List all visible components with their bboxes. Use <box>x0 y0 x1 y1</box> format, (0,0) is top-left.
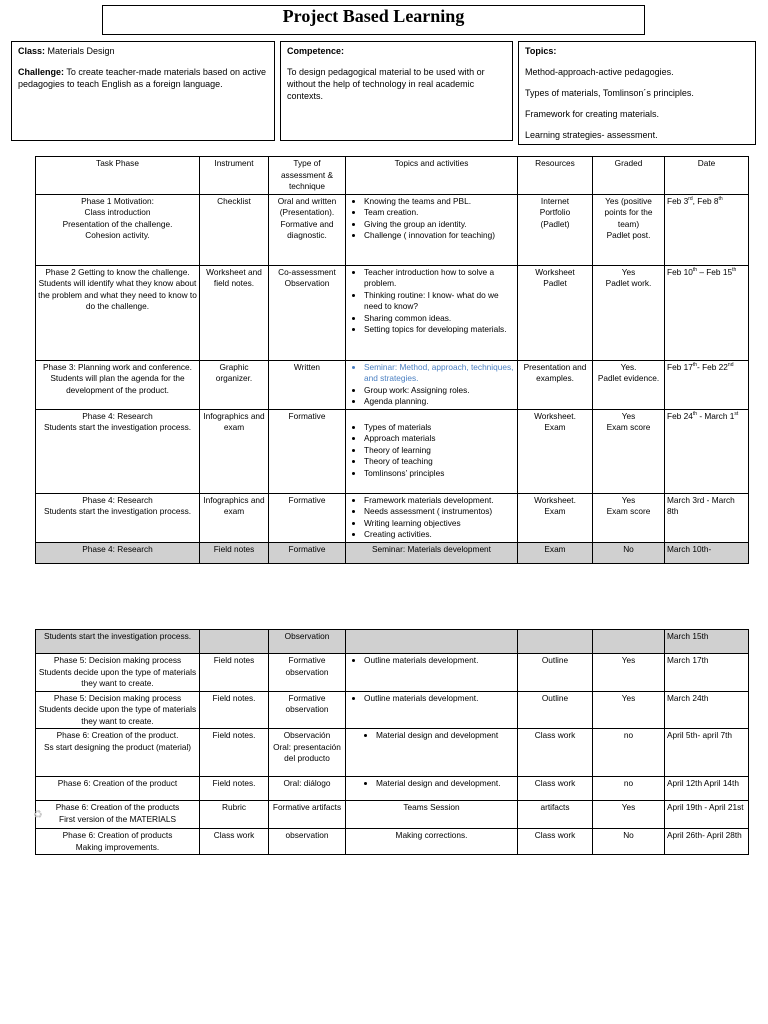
topic-text: Teams Session <box>403 802 460 812</box>
graded-text: Yes. <box>620 361 637 372</box>
assessment-type-cell <box>269 409 346 493</box>
instrument-cell <box>200 194 269 265</box>
topic-bullet: • Creating activities. <box>364 529 515 541</box>
t1-row <box>36 542 749 563</box>
plan-table-1 <box>35 156 749 564</box>
instrument-cell <box>200 691 269 729</box>
page-title: Project Based Learning <box>102 5 645 35</box>
instrument-text: Infographics and exam <box>203 494 265 516</box>
date-text: April 12th April 14th <box>667 778 739 788</box>
competence-label: Competence: <box>287 46 345 56</box>
topics-activities-cell <box>346 777 518 801</box>
phase-text: Phase 3: Planning work and conference. <box>43 361 192 372</box>
instrument-text: Class work <box>213 830 255 840</box>
resource-text: Worksheet. <box>534 494 576 505</box>
assessment-text: Observation <box>284 631 330 641</box>
topic-bullet: • Team creation. <box>364 207 515 219</box>
t1-row <box>36 265 749 360</box>
graded-cell <box>593 691 665 729</box>
topic-item: Learning strategies- assessment. <box>525 130 658 140</box>
competence-value: To design pedagogical material to be used with or without the help of technology in real academic contexts. <box>287 67 485 101</box>
challenge-label: Challenge: <box>18 67 65 77</box>
topics-activities-cell <box>346 409 518 493</box>
topics-label: Topics: <box>525 46 557 56</box>
graded-cell <box>593 630 665 654</box>
resource-text: Worksheet <box>535 266 575 277</box>
topics-activities-cell <box>346 729 518 777</box>
topic-bullet: • Knowing the teams and PBL. <box>364 196 515 208</box>
task-phase-cell <box>36 729 200 777</box>
graded-cell <box>593 194 665 265</box>
graded-text: Yes (positive points for the team) <box>604 195 653 229</box>
resources-cell <box>518 777 593 801</box>
topic-bullet: • Agenda planning. <box>364 396 515 408</box>
t2-row <box>36 691 749 729</box>
instrument-text: Field notes. <box>212 730 256 740</box>
instrument-cell <box>200 493 269 542</box>
resource-text: (Padlet) <box>540 218 570 229</box>
instrument-cell <box>200 777 269 801</box>
date-cell <box>665 194 749 265</box>
topic-bullet: • Material design and development. <box>376 778 515 790</box>
topic-bullet: • Framework materials development. <box>364 495 515 507</box>
assessment-type-cell <box>269 729 346 777</box>
topics-box <box>518 41 756 145</box>
column-header: Type of assessment & technique <box>269 157 346 195</box>
column-header: Graded <box>593 157 665 195</box>
t1-row <box>36 194 749 265</box>
graded-text: No <box>623 543 634 554</box>
graded-text: Exam score <box>606 506 651 516</box>
topic-item: Framework for creating materials. <box>525 109 660 119</box>
task-phase-cell <box>36 654 200 692</box>
resources-cell <box>518 409 593 493</box>
topic-bullets <box>348 196 515 242</box>
date-text: March 24th <box>667 692 709 703</box>
topic-bullet: • Group work: Assigning roles. <box>364 385 515 397</box>
graded-text: no <box>623 730 634 740</box>
column-header: Instrument <box>200 157 269 195</box>
phase-text: Ss start designing the product (material) <box>43 741 192 752</box>
phase-text: Students decide upon the type of materials they want to create. <box>38 704 197 726</box>
assessment-text: Formative observation <box>285 692 329 714</box>
phase-text: First version of the MATERIALS <box>59 813 176 824</box>
topic-bullet: • Theory of teaching <box>364 456 515 468</box>
phase-text: Students start the investigation process. <box>43 422 192 432</box>
date-text: March 17th <box>667 655 709 665</box>
date-cell <box>665 542 749 563</box>
instrument-text: Field notes <box>213 543 255 554</box>
t2-row <box>36 729 749 777</box>
resource-text: Exam <box>544 543 566 554</box>
topic-bullet: • Needs assessment ( instrumentos) <box>364 506 515 518</box>
task-phase-cell <box>36 542 200 563</box>
resources-cell <box>518 729 593 777</box>
date-cell <box>665 409 749 493</box>
date-cell <box>665 691 749 729</box>
assessment-text: Observation <box>284 278 330 288</box>
task-phase-cell <box>36 194 200 265</box>
class-value: Materials Design <box>47 46 115 56</box>
phase-text: Cohesion activity. <box>85 230 150 240</box>
assessment-text: Co-assessment <box>278 266 336 277</box>
graded-text: Yes <box>621 692 636 703</box>
graded-text: Yes <box>621 266 636 277</box>
topics-list <box>525 66 749 141</box>
graded-cell <box>593 542 665 563</box>
instrument-text: Rubric <box>222 802 246 812</box>
assessment-text: Observación <box>283 730 331 740</box>
challenge-value: To create teacher-made materials based on active pedagogies to teach English as a foreign language. <box>18 67 266 89</box>
instrument-text: Checklist <box>217 195 251 206</box>
task-phase-cell <box>36 360 200 409</box>
instrument-text: Infographics and exam <box>203 410 265 432</box>
assessment-type-cell <box>269 630 346 654</box>
resources-cell <box>518 630 593 654</box>
date-cell <box>665 777 749 801</box>
date-cell <box>665 493 749 542</box>
instrument-text: Worksheet and field notes. <box>206 266 262 288</box>
assessment-text: Oral and written (Presentation). <box>277 195 337 217</box>
resources-cell <box>518 265 593 360</box>
topics-activities-cell <box>346 630 518 654</box>
graded-text: Yes <box>621 410 636 421</box>
topics-activities-cell <box>346 654 518 692</box>
phase-text: Phase 2 Getting to know the challenge. <box>45 266 190 277</box>
plan-table-2 <box>35 629 749 855</box>
topic-text: Seminar: Materials development <box>372 543 491 554</box>
assessment-text: Formative observation <box>285 655 329 677</box>
resources-cell <box>518 360 593 409</box>
date-cell <box>665 801 749 829</box>
graded-cell <box>593 493 665 542</box>
date-text: Feb 3rd, Feb 8th <box>667 195 723 206</box>
resource-text: Class work <box>534 730 576 740</box>
resource-text: Padlet <box>543 278 567 288</box>
topics-activities-cell <box>346 542 518 563</box>
resource-text: Outline <box>541 655 569 665</box>
task-phase-cell <box>36 265 200 360</box>
resource-text: artifacts <box>540 802 570 812</box>
graded-cell <box>593 265 665 360</box>
assessment-text: Oral: diálogo <box>283 778 331 788</box>
assessment-type-cell <box>269 654 346 692</box>
resources-cell <box>518 194 593 265</box>
topics-activities-cell <box>346 194 518 265</box>
phase-text: Phase 4: Research <box>82 494 153 505</box>
t1-row <box>36 360 749 409</box>
phase-text: Phase 5: Decision making process <box>53 692 182 703</box>
task-phase-cell <box>36 493 200 542</box>
task-phase-cell <box>36 777 200 801</box>
assessment-text: Oral: presentación del producto <box>273 741 341 763</box>
task-phase-cell <box>36 409 200 493</box>
graded-cell <box>593 654 665 692</box>
instrument-cell <box>200 542 269 563</box>
date-cell <box>665 829 749 855</box>
graded-text: Padlet evidence. <box>597 373 660 383</box>
date-text: Feb 17th- Feb 22nd <box>667 361 734 372</box>
topic-bullets <box>348 778 515 790</box>
instrument-cell <box>200 654 269 692</box>
resource-text: Internet <box>540 195 570 206</box>
date-cell <box>665 729 749 777</box>
topic-bullet: • Types of materials <box>364 422 515 434</box>
topic-bullet: • Approach materials <box>364 433 515 445</box>
assessment-type-cell <box>269 829 346 855</box>
resources-cell <box>518 542 593 563</box>
date-cell <box>665 265 749 360</box>
phase-text: Phase 6: Creation of the products <box>55 802 180 812</box>
phase-text: Presentation of the challenge. <box>62 218 173 229</box>
assessment-type-cell <box>269 493 346 542</box>
resource-text: Worksheet. <box>534 410 576 421</box>
instrument-cell <box>200 360 269 409</box>
phase-text: Phase 4: Research <box>82 543 153 554</box>
topics-activities-cell <box>346 265 518 360</box>
t2-row <box>36 777 749 801</box>
phase-text: Phase 6: Creation of the product. <box>56 730 179 740</box>
topic-text: Making corrections. <box>395 830 468 840</box>
instrument-cell <box>200 801 269 829</box>
assessment-type-cell <box>269 801 346 829</box>
date-text: March 15th <box>667 631 709 641</box>
column-header: Topics and activities <box>346 157 518 195</box>
instrument-cell <box>200 729 269 777</box>
topic-bullets <box>348 422 515 480</box>
resource-text: Class work <box>534 830 576 840</box>
assessment-text: Formative <box>288 494 326 505</box>
column-header: Date <box>665 157 749 195</box>
date-text: March 3rd - March 8th <box>667 494 735 516</box>
assessment-text: Formative and diagnostic. <box>280 218 334 240</box>
topic-bullet: • Material design and development <box>376 730 515 742</box>
topics-activities-cell <box>346 691 518 729</box>
phase-text: Phase 5: Decision making process <box>53 655 182 665</box>
assessment-type-cell <box>269 777 346 801</box>
date-text: April 5th- april 7th <box>667 730 733 740</box>
assessment-type-cell <box>269 691 346 729</box>
resources-cell <box>518 493 593 542</box>
topic-bullets <box>348 267 515 336</box>
resource-text: Exam <box>544 422 566 432</box>
task-phase-cell <box>36 630 200 654</box>
instrument-cell <box>200 409 269 493</box>
topic-bullet: • Teacher introduction how to solve a problem. <box>364 267 515 290</box>
phase-text: Class introduction <box>84 207 151 217</box>
t1-row <box>36 493 749 542</box>
topic-bullet: • Thinking routine: I know- what do we need to know? <box>364 290 515 313</box>
t2-row <box>36 829 749 855</box>
graded-text: no <box>623 778 634 788</box>
phase-text: Students will plan the agenda for the development of the product. <box>50 373 185 395</box>
phase-text: Phase 1 Motivation: <box>81 195 154 206</box>
graded-cell <box>593 829 665 855</box>
topic-bullet: • Outline materials development. <box>364 655 515 667</box>
graded-text: Yes <box>621 802 636 812</box>
assessment-text: Formative artifacts <box>272 802 342 812</box>
instrument-text: Field notes. <box>212 778 256 788</box>
graded-cell <box>593 409 665 493</box>
topic-bullets <box>348 693 515 705</box>
instrument-text: Graphic organizer. <box>215 361 253 383</box>
phase-text: Students start the investigation process. <box>43 631 192 641</box>
topics-activities-cell <box>346 829 518 855</box>
phase-text: Students decide upon the type of materials they want to create. <box>38 666 197 688</box>
phase-text: Students will identify what they know about the problem and what they need to know to do the challenge. <box>38 278 197 311</box>
graded-text: Yes <box>621 494 636 505</box>
class-box <box>11 41 275 141</box>
graded-text: Padlet post. <box>606 230 651 240</box>
resource-text: Presentation and examples. <box>523 361 587 383</box>
assessment-text: Formative <box>288 543 326 554</box>
t2-row <box>36 654 749 692</box>
graded-cell <box>593 729 665 777</box>
topic-bullets <box>348 730 515 742</box>
phase-text: Phase 6: Creation of the product <box>57 778 178 788</box>
graded-cell <box>593 801 665 829</box>
phase-text: Phase 4: Research <box>82 410 153 421</box>
resources-cell <box>518 654 593 692</box>
resource-text: Portfolio <box>539 207 571 217</box>
instrument-text: Field notes <box>213 655 255 665</box>
assessment-text: observation <box>285 830 329 840</box>
topic-bullet: • Setting topics for developing materials. <box>364 324 515 336</box>
topic-bullet: • Tomlinsons’ principles <box>364 468 515 480</box>
topics-activities-cell <box>346 493 518 542</box>
date-text: April 26th- April 28th <box>667 830 742 840</box>
date-text: Feb 24th - March 1st <box>667 410 739 421</box>
topics-activities-cell <box>346 360 518 409</box>
phase-text: Phase 6: Creation of products <box>62 830 173 840</box>
topics-activities-cell <box>346 801 518 829</box>
resource-text: Class work <box>534 778 576 788</box>
assessment-type-cell <box>269 360 346 409</box>
graded-cell <box>593 777 665 801</box>
assessment-type-cell <box>269 265 346 360</box>
topic-bullets <box>348 495 515 541</box>
date-text: Feb 10th – Feb 15th <box>667 266 737 277</box>
t2-row <box>36 630 749 654</box>
topic-item: Types of materials, Tomlinson´s principles. <box>525 88 694 98</box>
topic-bullets <box>348 362 515 408</box>
assessment-type-cell <box>269 194 346 265</box>
resources-cell <box>518 829 593 855</box>
competence-box <box>280 41 513 141</box>
task-phase-cell <box>36 801 200 829</box>
topic-bullet: • Writing learning objectives <box>364 518 515 530</box>
assessment-text: Formative <box>288 410 326 421</box>
graded-text: Padlet work. <box>605 278 652 288</box>
resource-text: Outline <box>541 692 569 703</box>
topic-bullet: • Outline materials development. <box>364 693 515 705</box>
column-header: Resources <box>518 157 593 195</box>
phase-text: Making improvements. <box>75 841 160 852</box>
graded-text: Exam score <box>606 422 651 432</box>
date-text: April 19th - April 21st <box>667 802 744 812</box>
t1-row <box>36 409 749 493</box>
resources-cell <box>518 801 593 829</box>
assessment-text: Written <box>293 361 321 372</box>
phase-text: Students start the investigation process. <box>43 506 192 516</box>
class-label: Class: <box>18 46 46 56</box>
date-cell <box>665 654 749 692</box>
instrument-cell <box>200 829 269 855</box>
instrument-text: Field notes. <box>212 692 256 703</box>
topic-bullet: • Seminar: Method, approach, techniques, and strategies. <box>364 362 515 385</box>
resources-cell <box>518 691 593 729</box>
assessment-type-cell <box>269 542 346 563</box>
task-phase-cell <box>36 691 200 729</box>
topic-item: Method-approach-active pedagogies. <box>525 67 674 77</box>
instrument-cell <box>200 630 269 654</box>
page-corner-icon: ♻ <box>33 809 43 821</box>
topic-bullets <box>348 655 515 667</box>
resource-text: Exam <box>544 506 566 516</box>
instrument-cell <box>200 265 269 360</box>
topic-bullet: • Theory of learning <box>364 445 515 457</box>
graded-text: No <box>623 830 634 840</box>
date-cell <box>665 360 749 409</box>
graded-text: Yes <box>621 655 636 665</box>
column-header: Task Phase <box>36 157 200 195</box>
date-cell <box>665 630 749 654</box>
topic-bullet: • Challenge ( innovation for teaching) <box>364 230 515 242</box>
topic-bullet: • Sharing common ideas. <box>364 313 515 325</box>
graded-cell <box>593 360 665 409</box>
topic-bullet: • Giving the group an identity. <box>364 219 515 231</box>
t2-row <box>36 801 749 829</box>
date-text: March 10th- <box>667 543 712 554</box>
task-phase-cell <box>36 829 200 855</box>
